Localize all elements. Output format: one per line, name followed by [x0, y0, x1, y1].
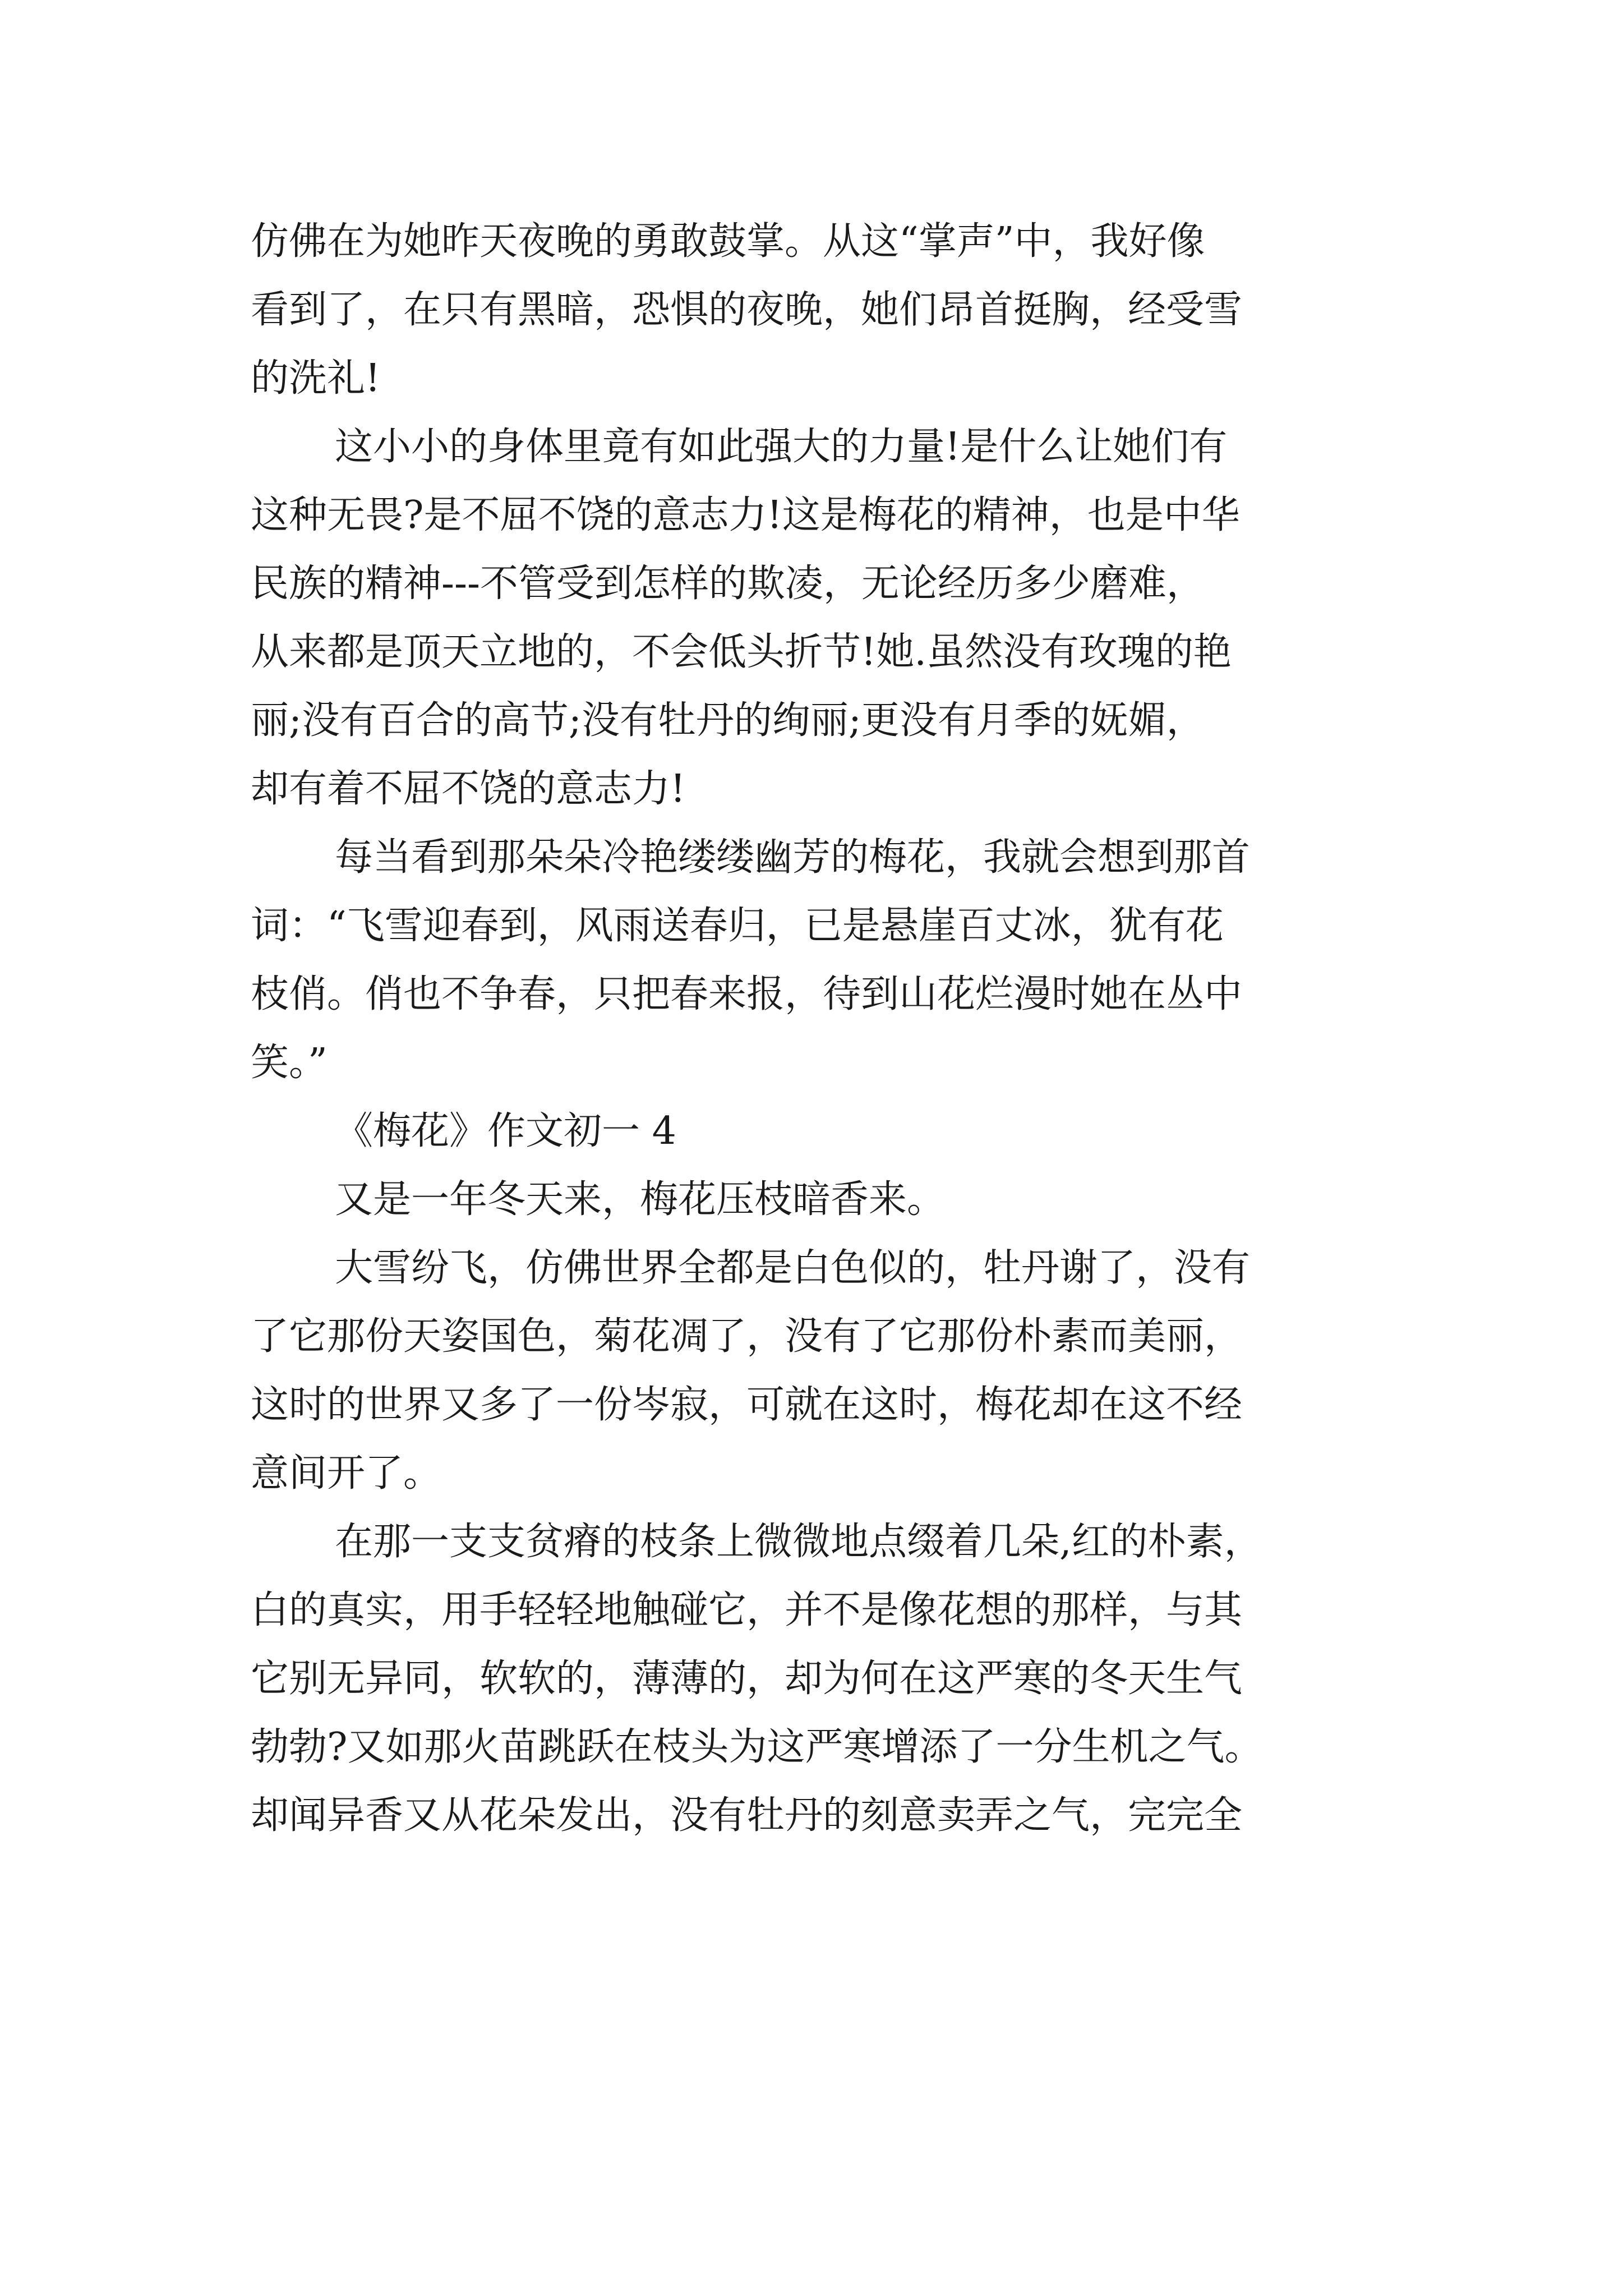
text-line: 词：“飞雪迎春到，风雨送春归，已是悬崖百丈冰，犹有花 [251, 904, 1224, 948]
paragraph-start-line: 每当看到那朵朵冷艳缕缕幽芳的梅花，我就会想到那首 [335, 835, 1251, 880]
paragraph-start-line: 又是一年冬天来，梅花压枝暗香来。 [335, 1177, 946, 1222]
text-line: 勃勃?又如那火苗跳跃在枝头为这严寒增添了一分生机之气。 [251, 1725, 1263, 1769]
paragraph-start-line: 大雪纷飞，仿佛世界全都是白色似的，牡丹谢了，没有 [335, 1246, 1251, 1290]
text-line: 白的真实，用手轻轻地触碰它，并不是像花想的那样，与其 [251, 1588, 1243, 1632]
section-heading: 《梅花》作文初一 4 [335, 1109, 676, 1153]
text-line: 这种无畏?是不屈不饶的意志力!这是梅花的精神，也是中华 [251, 493, 1240, 537]
paragraph-start-line: 在那一支支贫瘠的枝条上微微地点缀着几朵,红的朴素， [335, 1520, 1262, 1564]
paragraph-start-line: 这小小的身体里竟有如此强大的力量!是什么让她们有 [335, 425, 1228, 469]
text-line: 丽;没有百合的高节;没有牡丹的绚丽;更没有月季的妩媚， [251, 698, 1205, 743]
text-line: 民族的精神---不管受到怎样的欺凌，无论经历多少磨难， [251, 562, 1205, 606]
essay-body [251, 208, 1389, 1850]
text-line: 从来都是顶天立地的，不会低头折节!她.虽然没有玫瑰的艳 [251, 630, 1232, 674]
text-line: 却闻异香又从花朵发出，没有牡丹的刻意卖弄之气，完完全 [251, 1793, 1243, 1838]
text-line: 看到了，在只有黑暗，恐惧的夜晚，她们昂首挺胸，经受雪 [251, 288, 1243, 332]
text-line: 仿佛在为她昨天夜晚的勇敢鼓掌。从这“掌声”中，我好像 [251, 219, 1205, 264]
text-line: 这时的世界又多了一份岑寂，可就在这时，梅花却在这不经 [251, 1383, 1243, 1427]
text-line: 了它那份天姿国色，菊花凋了，没有了它那份朴素而美丽， [251, 1314, 1243, 1359]
text-line: 笑。” [251, 1041, 328, 1085]
text-line: 却有着不屈不饶的意志力! [251, 767, 686, 811]
text-line: 它别无异同，软软的，薄薄的，却为何在这严寒的冬天生气 [251, 1657, 1243, 1701]
text-line: 意间开了。 [251, 1451, 442, 1496]
text-line: 枝俏。俏也不争春，只把春来报，待到山花烂漫时她在丛中 [251, 972, 1243, 1016]
text-line: 的洗礼! [251, 356, 381, 401]
